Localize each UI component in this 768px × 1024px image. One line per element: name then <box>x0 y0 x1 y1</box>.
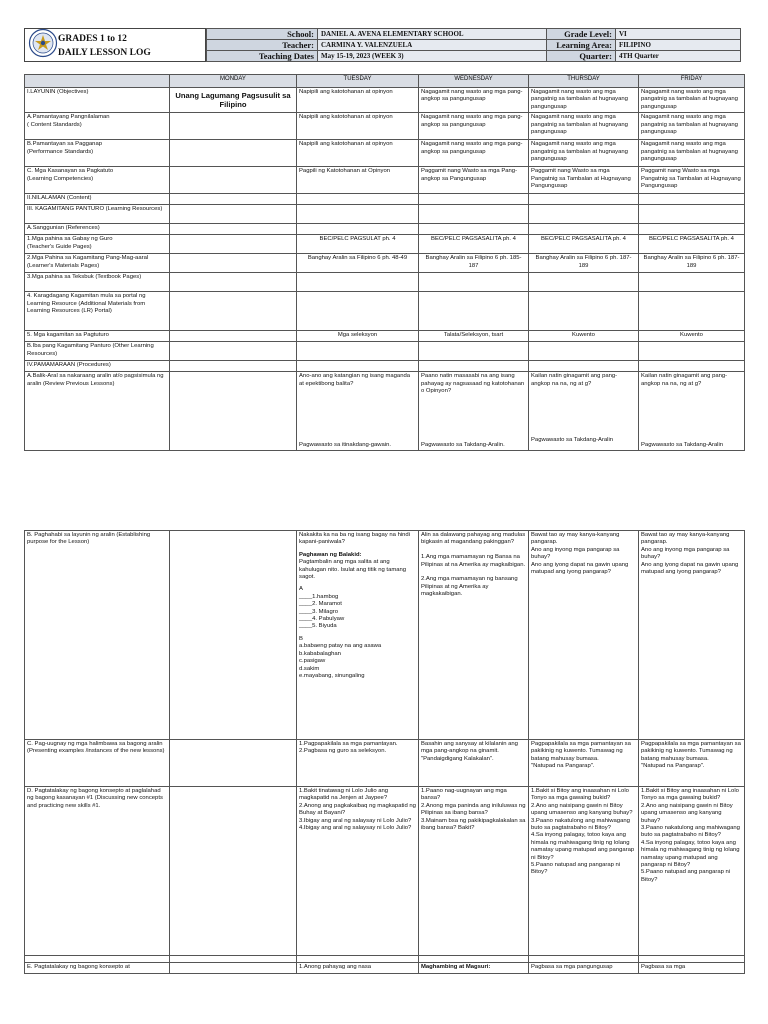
cell-wednesday <box>419 292 529 331</box>
review-wednesday-check: Pagwawasto sa Takdang-Aralin. <box>421 441 505 448</box>
cell-thursday: Bawat tao ay may kanya-kanyang pangarap. Ano ang inyong mga pangarap sa buhay? Ano ang iyong dapat na gawin upang matupad ang iyong pangarap? <box>529 531 639 740</box>
table-row <box>25 224 745 235</box>
cell-tuesday: BEC/PELC PAGSULAT ph. 4 <box>297 235 419 254</box>
cell-thursday: Banghay Aralin sa Filipino 6 ph. 187-189 <box>529 254 639 273</box>
day-wednesday: WEDNESDAY <box>419 75 529 88</box>
column-a-heading: A <box>299 586 303 593</box>
table-row-spacer <box>25 956 745 963</box>
cell-monday <box>170 963 297 974</box>
cell-monday <box>170 292 297 331</box>
cell-wednesday: Nagagamit nang wasto ang mga pang-angkop sa pangungusap <box>419 113 529 140</box>
lesson-log-table <box>24 74 745 451</box>
cell-friday: Pagpapakilala sa mga pamantayan sa pakikinig ng kuwento. Tumawag ng batang mahusay bumasa. "Natupad na Pangarap". <box>639 740 745 787</box>
row-label: B.Pamantayan sa Pagganap (Performance Standards) <box>25 140 170 167</box>
cell-friday: BEC/PELC PAGSASALITA ph. 4 <box>639 235 745 254</box>
cell-wednesday <box>419 361 529 372</box>
cell-tuesday <box>297 205 419 224</box>
cell-wednesday <box>419 194 529 205</box>
cell-friday <box>639 372 745 451</box>
cell-wednesday: Nagagamit nang wasto ang mga pang-angkop sa pangungusap <box>419 140 529 167</box>
row-label: A.Sanggunian (References) <box>25 224 170 235</box>
header-info-table <box>206 28 741 62</box>
title-line-2: DAILY LESSON LOG <box>58 48 151 58</box>
cell-friday: Pagbasa sa mga <box>639 963 745 974</box>
table-row <box>25 292 745 331</box>
teacher-label: Teacher: <box>207 40 318 51</box>
cell-thursday <box>529 273 639 292</box>
cell-monday <box>170 740 297 787</box>
row-label: C. Mga Kasanayan sa Pagkatuto (Learning Competencies) <box>25 167 170 194</box>
document-title <box>58 32 151 60</box>
table-row <box>25 331 745 342</box>
row-label: II.NILALAMAN (Content) <box>25 194 170 205</box>
cell-friday: Kuwento <box>639 331 745 342</box>
review-wednesday-question: Paano natin masasabi na ang isang pahayag ay nagsasaad ng katotohanan o Opinyon? <box>421 373 525 395</box>
cell-monday <box>170 167 297 194</box>
purpose-tuesday-heading: Paghawan ng Balakid: <box>299 551 362 558</box>
cell-friday: 1.Bakit si Bitoy ang inaasahan ni Lolo Tonyo sa mga gawaing bukid? 2.Ano ang naisipang gawin ni Bitoy upang umasenso ang kanyang buhay? 3.Paano nakatulong ang mahiwagang buto sa pagtatrabaho ni Bitoy? 4.Sa inyong palagay, totoo kaya ang himala ng mahiwagang tinig ng lolang namatay upang matupad ang pangarap ni Bitoy? 5.Paano natupad ang pangarap ni Bitoy? <box>639 787 745 956</box>
cell-friday <box>639 361 745 372</box>
cell-monday <box>170 342 297 361</box>
quarter-value: 4TH Quarter <box>616 51 741 62</box>
teacher-value: CARMINA Y. VALENZUELA <box>318 40 547 51</box>
cell-tuesday: Banghay Aralin sa Filipino 6 ph. 48-49 <box>297 254 419 273</box>
cell-thursday: Nagagamit nang wasto ang mga pangatnig sa tambalan at hugnayang pangungusap <box>529 88 639 113</box>
cell-monday <box>170 273 297 292</box>
cell-monday <box>170 787 297 956</box>
column-b-items: a.babaeng patay na ang asawa b.kababalaghan c.pasigaw d.sakim e.mayabang, sinungaling <box>299 643 382 679</box>
corner-cell <box>25 75 170 88</box>
cell-monday <box>170 361 297 372</box>
cell-wednesday <box>419 205 529 224</box>
row-label: D. Pagtatalakay ng bagong konsepto at paglalahad ng bagong kasanayan #1 (Discussing new concepts and practicing new skills #1. <box>25 787 170 956</box>
cell-friday: Nagagamit nang wasto ang mga pangatnig sa tambalan at hugnayang pangungusap <box>639 140 745 167</box>
row-label: 1.Mga pahina sa Gabay ng Guro (Teacher's Guide Pages) <box>25 235 170 254</box>
cell-thursday: Nagagamit nang wasto ang mga pangatnig sa tambalan at hugnayang pangungusap <box>529 113 639 140</box>
cell-wednesday: Basahin ang sanysay at kilalanin ang mga pang-angkop na ginamit. "Pandaigdigang Kalakalan". <box>419 740 529 787</box>
spacer-cell <box>25 956 170 963</box>
cell-friday: Bawat tao ay may kanya-kanyang pangarap. Ano ang inyong mga pangarap sa buhay? Ano ang iyong dapat na gawin upang matupad ang iyong pangarap? <box>639 531 745 740</box>
table-row-purpose <box>25 531 745 740</box>
purpose-tuesday-intro: Nakakita ka na ba ng isang bagay na hindi kapani-paniwala? <box>299 532 411 546</box>
review-friday-check: Pagwawasto sa Takdang-Aralin <box>641 441 724 448</box>
cell-wednesday <box>419 372 529 451</box>
cell-monday <box>170 331 297 342</box>
cell-thursday: Paggamit nang Wasto sa mga Pangatnig sa Tambalan at Hugnayang Pangungusap <box>529 167 639 194</box>
cell-wednesday: Banghay Aralin sa Filipino 6 ph. 185-187 <box>419 254 529 273</box>
cell-thursday <box>529 224 639 235</box>
table-row <box>25 361 745 372</box>
table-row <box>25 205 745 224</box>
school-value: DANIEL A. AVENA ELEMENTARY SCHOOL <box>318 29 547 40</box>
cell-tuesday: 1.Bakit tinatawag ni Lolo Julio ang magkapatid na Jenjen at Jaypee? 2.Anong ang pagkakaibaq ng magkapatid ng Buhay at Bayani? 3.Ibigay ang aral ng salaysay ni Lolo Julio? 4.Ibigay ang aral ng salaysay ni Lolo Julio? <box>297 787 419 956</box>
table-row <box>25 273 745 292</box>
cell-friday: Nagagamit nang wasto ang mga pangatnig sa tambalan at hugnayang pangungusap <box>639 113 745 140</box>
cell-tuesday <box>297 531 419 740</box>
cell-tuesday <box>297 342 419 361</box>
cell-tuesday <box>297 372 419 451</box>
grade-label: Grade Level: <box>547 29 616 40</box>
table-row-discussion-2 <box>25 963 745 974</box>
row-label: 2.Mga Pahina sa Kagamitang Pang-Mag-aaral (Learner's Materials Pages) <box>25 254 170 273</box>
cell-friday <box>639 205 745 224</box>
cell-thursday: 1.Bakit si Bitoy ang inaasahan ni Lolo Tonyo sa mga gawaing bukid? 2.Ano ang naisipang gawin ni Bitoy upang umasenso ang kanyang buhay? 3.Paano nakatulong ang mahiwagang buto sa pagtatrabaho ni Bitoy? 4.Sa inyong palagay, totoo kaya ang himala ng mahiwagang tinig ng lolang namatay upang matupad ang pangarap ni Bitoy? 5.Paano natupad ang pangarap ni Bitoy? <box>529 787 639 956</box>
cell-friday: Banghay Aralin sa Filipino 6 ph. 187-189 <box>639 254 745 273</box>
lesson-log-page-1 <box>24 28 744 451</box>
day-tuesday: TUESDAY <box>297 75 419 88</box>
row-label: 5. Mga kagamitan sa Pagtuturo <box>25 331 170 342</box>
grade-value: VI <box>616 29 741 40</box>
row-label: E. Pagtatalakay ng bagong konsepto at <box>25 963 170 974</box>
day-monday: MONDAY <box>170 75 297 88</box>
cell-monday <box>170 140 297 167</box>
cell-thursday <box>529 205 639 224</box>
cell-thursday <box>529 194 639 205</box>
review-thursday-question: Kailan natin ginagamit ang pang-angkop na na, ng at g? <box>531 373 618 387</box>
cell-wednesday: Nagagamit nang wasto ang mga pang-angkop sa pangungusap <box>419 88 529 113</box>
cell-tuesday: 1.Pagpapakilala sa mga pamantayan. 2.Pagbasa ng guro sa seleksyon. <box>297 740 419 787</box>
cell-monday <box>170 224 297 235</box>
column-b-heading: B <box>299 635 303 642</box>
dates-value: May 15-19, 2023 (WEEK 3) <box>318 51 547 62</box>
cell-monday <box>170 194 297 205</box>
table-row <box>25 254 745 273</box>
cell-thursday: Pagbasa sa mga pangungusap <box>529 963 639 974</box>
cell-thursday: Pagpapakilala sa mga pamantayan sa pakikinig ng kuwento. Tumawag ng batang mahusay bumasa. "Natupad na Pangarap". <box>529 740 639 787</box>
cell-wednesday: 1.Paano nag-uugnayan ang mga bansa? 2.Anong mga paninda ang iniluluwas ng Pilipinas sa ibang bansa? 3.Mainam bsa ng pakikipagkalakalan sa ibang bansa? Bakit? <box>419 787 529 956</box>
table-row <box>25 88 745 113</box>
column-a-items: ____1.hambog ____2. Maramot ____3. Milagro ____4. Pabulyaw ____5. Biyuda <box>299 593 345 630</box>
cell-wednesday: Alin sa dalawang pahayag ang madulas bigkasin at magandang pakinggan? 1.Ang mga mamamayan ng Bansa na Pilipinas at na Amerika ay magkaibigan. 2.Ang mga mamamayan ng bansang Pilipinas at ng Amerika ay magkakaibigan. <box>419 531 529 740</box>
row-label: IV.PAMAMARAAN (Procedures) <box>25 361 170 372</box>
cell-wednesday: Maghambing at Magsuri: <box>419 963 529 974</box>
cell-thursday: Kuwento <box>529 331 639 342</box>
page-1-rows <box>25 88 745 372</box>
cell-tuesday: Pagpili ng Katotohanan at Opinyon <box>297 167 419 194</box>
area-label: Learning Area: <box>547 40 616 51</box>
row-label: A.Pamantayang Pangnilalaman ( Content Standards) <box>25 113 170 140</box>
cell-friday <box>639 273 745 292</box>
table-row <box>25 235 745 254</box>
cell-tuesday: Napipili ang katotohanan at opinyon <box>297 140 419 167</box>
cell-thursday <box>529 361 639 372</box>
row-label: 4. Karagdagang Kagamitan mula sa portal ng Learning Resource (Additional Materials from Learning Resources (LR) Portal) <box>25 292 170 331</box>
table-row <box>25 113 745 140</box>
row-label: III. KAGAMITANG PANTURO (Learning Resources) <box>25 205 170 224</box>
cell-thursday: BEC/PELC PAGSASALITA ph. 4 <box>529 235 639 254</box>
cell-tuesday <box>297 194 419 205</box>
cell-monday <box>170 113 297 140</box>
cell-tuesday <box>297 361 419 372</box>
school-label: School: <box>207 29 318 40</box>
review-thursday-check: Pagwawasto sa Takdang-Aralin <box>531 436 614 443</box>
table-row <box>25 194 745 205</box>
row-label: C. Pag-uugnay ng mga halimbawa sa bagong aralin (Presenting examples /instances of the new lessons) <box>25 740 170 787</box>
review-tuesday-question: Ano-ano ang katangian ng isang maganda at epektibong balita? <box>299 373 411 387</box>
row-label: B. Paghahabi sa layunin ng aralin (Establishing purpose for the Lesson) <box>25 531 170 740</box>
document-header <box>24 28 744 68</box>
cell-friday <box>639 194 745 205</box>
cell-friday: Nagagamit nang wasto ang mga pangatnig sa tambalan at hugnayang pangungusap <box>639 88 745 113</box>
table-row <box>25 140 745 167</box>
dates-label: Teaching Dates <box>207 51 318 62</box>
cell-tuesday <box>297 292 419 331</box>
cell-thursday <box>529 292 639 331</box>
lesson-log-table-continued <box>24 530 745 974</box>
title-line-1: GRADES 1 to 12 <box>58 34 127 44</box>
cell-tuesday <box>297 224 419 235</box>
area-value: FILIPINO <box>616 40 741 51</box>
cell-wednesday: Paggamit nang Wasto sa mga Pang-angkop sa Pangungusap <box>419 167 529 194</box>
cell-friday <box>639 342 745 361</box>
day-header-row <box>25 75 745 88</box>
row-label: 3.Mga pahina sa Teksbuk (Textbook Pages) <box>25 273 170 292</box>
cell-monday <box>170 205 297 224</box>
cell-thursday <box>529 342 639 361</box>
table-row <box>25 167 745 194</box>
cell-wednesday <box>419 273 529 292</box>
cell-wednesday <box>419 342 529 361</box>
cell-thursday: Nagagamit nang wasto ang mga pangatnig sa tambalan at hugnayang pangungusap <box>529 140 639 167</box>
lesson-log-page-2 <box>24 530 744 974</box>
table-row <box>25 342 745 361</box>
cell-tuesday: Napipili ang katotohanan at opinyon <box>297 88 419 113</box>
row-label: B.Iba pang Kagamitang Panturo (Other Learning Resources) <box>25 342 170 361</box>
cell-wednesday <box>419 224 529 235</box>
cell-friday <box>639 224 745 235</box>
row-label: A.Balik-Aral sa nakaraang aralin at/o pagsisimula ng aralin (Review Previous Lessons) <box>25 372 170 451</box>
cell-tuesday <box>297 273 419 292</box>
cell-friday: Paggamit nang Wasto sa mga Pangatnig sa Tambalan at Hugnayang Pangungusap <box>639 167 745 194</box>
table-row-discussion-1 <box>25 787 745 956</box>
day-thursday: THURSDAY <box>529 75 639 88</box>
cell-monday <box>170 372 297 451</box>
cell-tuesday: Mga seleksyon <box>297 331 419 342</box>
cell-monday <box>170 235 297 254</box>
table-row-review <box>25 372 745 451</box>
cell-monday <box>170 531 297 740</box>
cell-wednesday: BEC/PELC PAGSASALITA ph. 4 <box>419 235 529 254</box>
row-label: I.LAYUNIN (Objectives) <box>25 88 170 113</box>
cell-friday <box>639 292 745 331</box>
day-friday: FRIDAY <box>639 75 745 88</box>
cell-monday: Unang Lagumang Pagsusulit sa Filipino <box>170 88 297 113</box>
cell-wednesday: Talata/Seleksyon, tsart <box>419 331 529 342</box>
table-row-examples <box>25 740 745 787</box>
purpose-tuesday-instruction: Pagtambalin ang mga salita at ang kahulugan nito. Isulat ang titik ng tamang sagot. <box>299 559 407 581</box>
cell-tuesday: 1.Anong pahayag ang nasa <box>297 963 419 974</box>
quarter-label: Quarter: <box>547 51 616 62</box>
cell-thursday <box>529 372 639 451</box>
review-tuesday-check: Pagwawasto sa itinakdang-gawain. <box>299 441 392 448</box>
deped-seal-icon <box>28 28 58 58</box>
review-friday-question: Kailan natin ginagamit ang pang-angkop na na, ng at g? <box>641 373 728 387</box>
cell-monday <box>170 254 297 273</box>
cell-tuesday: Napipili ang katotohanan at opinyon <box>297 113 419 140</box>
